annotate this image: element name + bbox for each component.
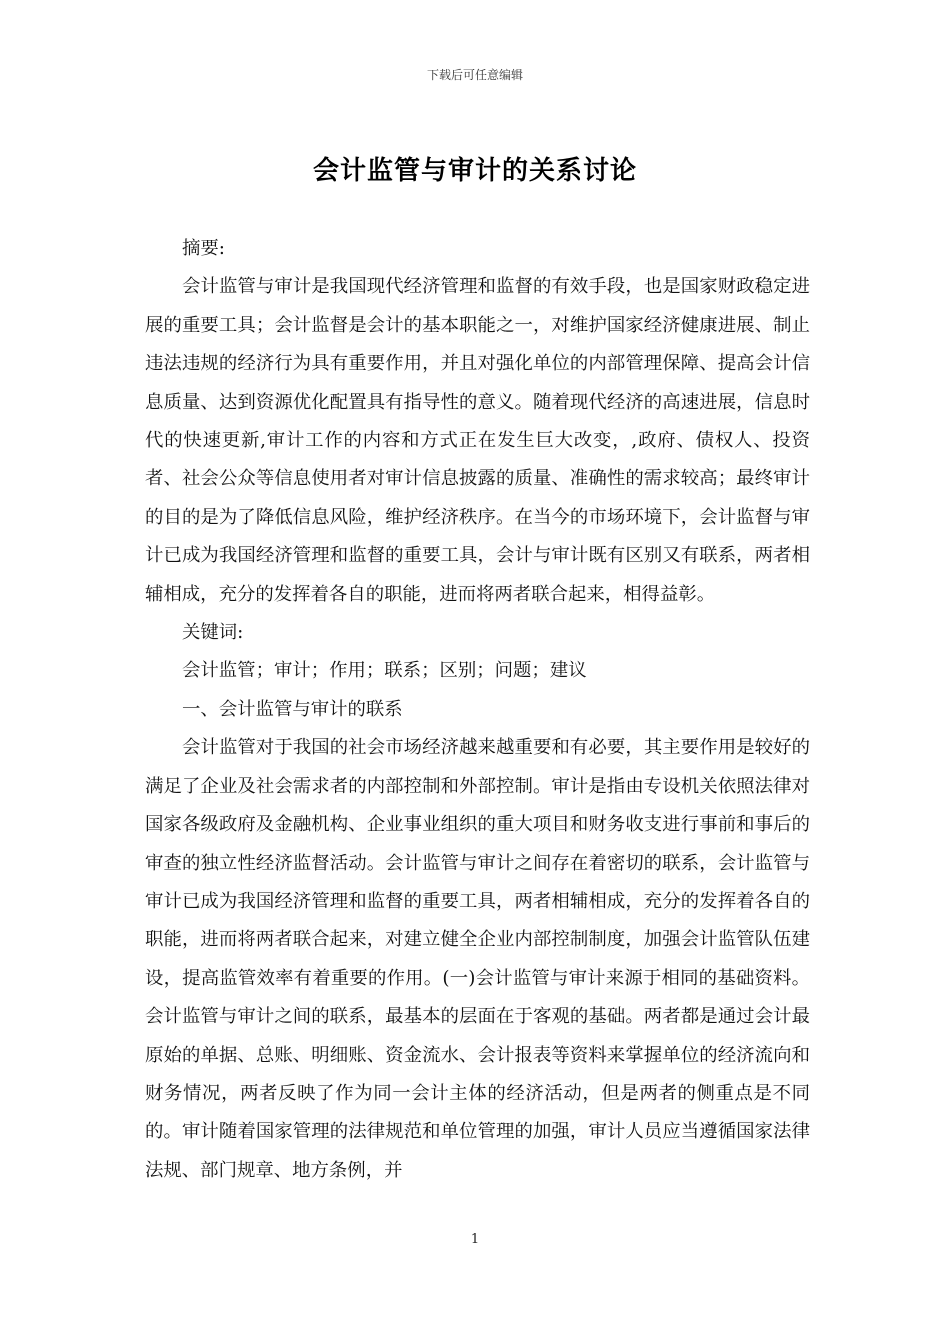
keywords-paragraph: 会计监管；审计；作用；联系；区别；问题；建议 bbox=[182, 660, 587, 682]
section-heading: 一、会计监管与审计的联系 bbox=[182, 698, 403, 720]
page-number: 1 bbox=[470, 1232, 480, 1247]
keywords-label: 关键词: bbox=[182, 622, 244, 644]
section-paragraph: 会计监管对于我国的社会市场经济越来越重要和有必要，其主要作用是较好的满足了企业及社会需求者的内部控制和外部控制。审计是指由专设机关依照法律对国家各级政府及金融机构、企业事业组织的重大项目和财务收支进行事前和事后的审查的独立性经济监督活动。会计监管与审计之间存在着密切的联系，会计监管与审计已成为我国经济管理和监督的重要工具，两者相辅相成，充分的发挥着各自的职能，进而将两者联合起来，对建立健全企业内部控制制度，加强会计监管队伍建设，提高监管效率有着重要的作用。(一)会计监管与审计来源于相同的基础资料。会计监管与审计之间的联系，最基本的层面在于客观的基础。两者都是通过会计最原始的单据、总账、明细账、资金流水、会计报表等资料来掌握单位的经济流向和财务情况，两者反映了作为同一会计主体的经济活动，但是两者的侧重点是不同的。审计随着国家管理的法律规范和单位管理的加强，审计人员应当遵循国家法律法规、部门规章、地方条例，并 bbox=[145, 737, 810, 1181]
abstract-paragraph: 会计监管与审计是我国现代经济管理和监督的有效手段，也是国家财政稳定进展的重要工具；会计监督是会计的基本职能之一，对维护国家经济健康进展、制止违法违规的经济行为具有重要作用，并且对强化单位的内部管理保障、提高会计信息质量、达到资源优化配置具有指导性的意义。随着现代经济的高速进展，信息时代的快速更新,审计工作的内容和方式正在发生巨大改变，,政府、债权人、投资者、社会公众等信息使用者对审计信息披露的质量、准确性的需求较高；最终审计的目的是为了降低信息风险，维护经济秩序。在当今的市场环境下，会计监督与审计已成为我国经济管理和监督的重要工具，会计与审计既有区别又有联系，两者相辅相成，充分的发挥着各自的职能，进而将两者联合起来，相得益彰。 bbox=[145, 276, 810, 605]
document-title: 会计监管与审计的关系讨论 bbox=[312, 156, 637, 186]
document-body bbox=[145, 230, 810, 1190]
abstract-label: 摘要: bbox=[182, 238, 225, 259]
header-note: 下载后可任意编辑 bbox=[426, 68, 523, 82]
